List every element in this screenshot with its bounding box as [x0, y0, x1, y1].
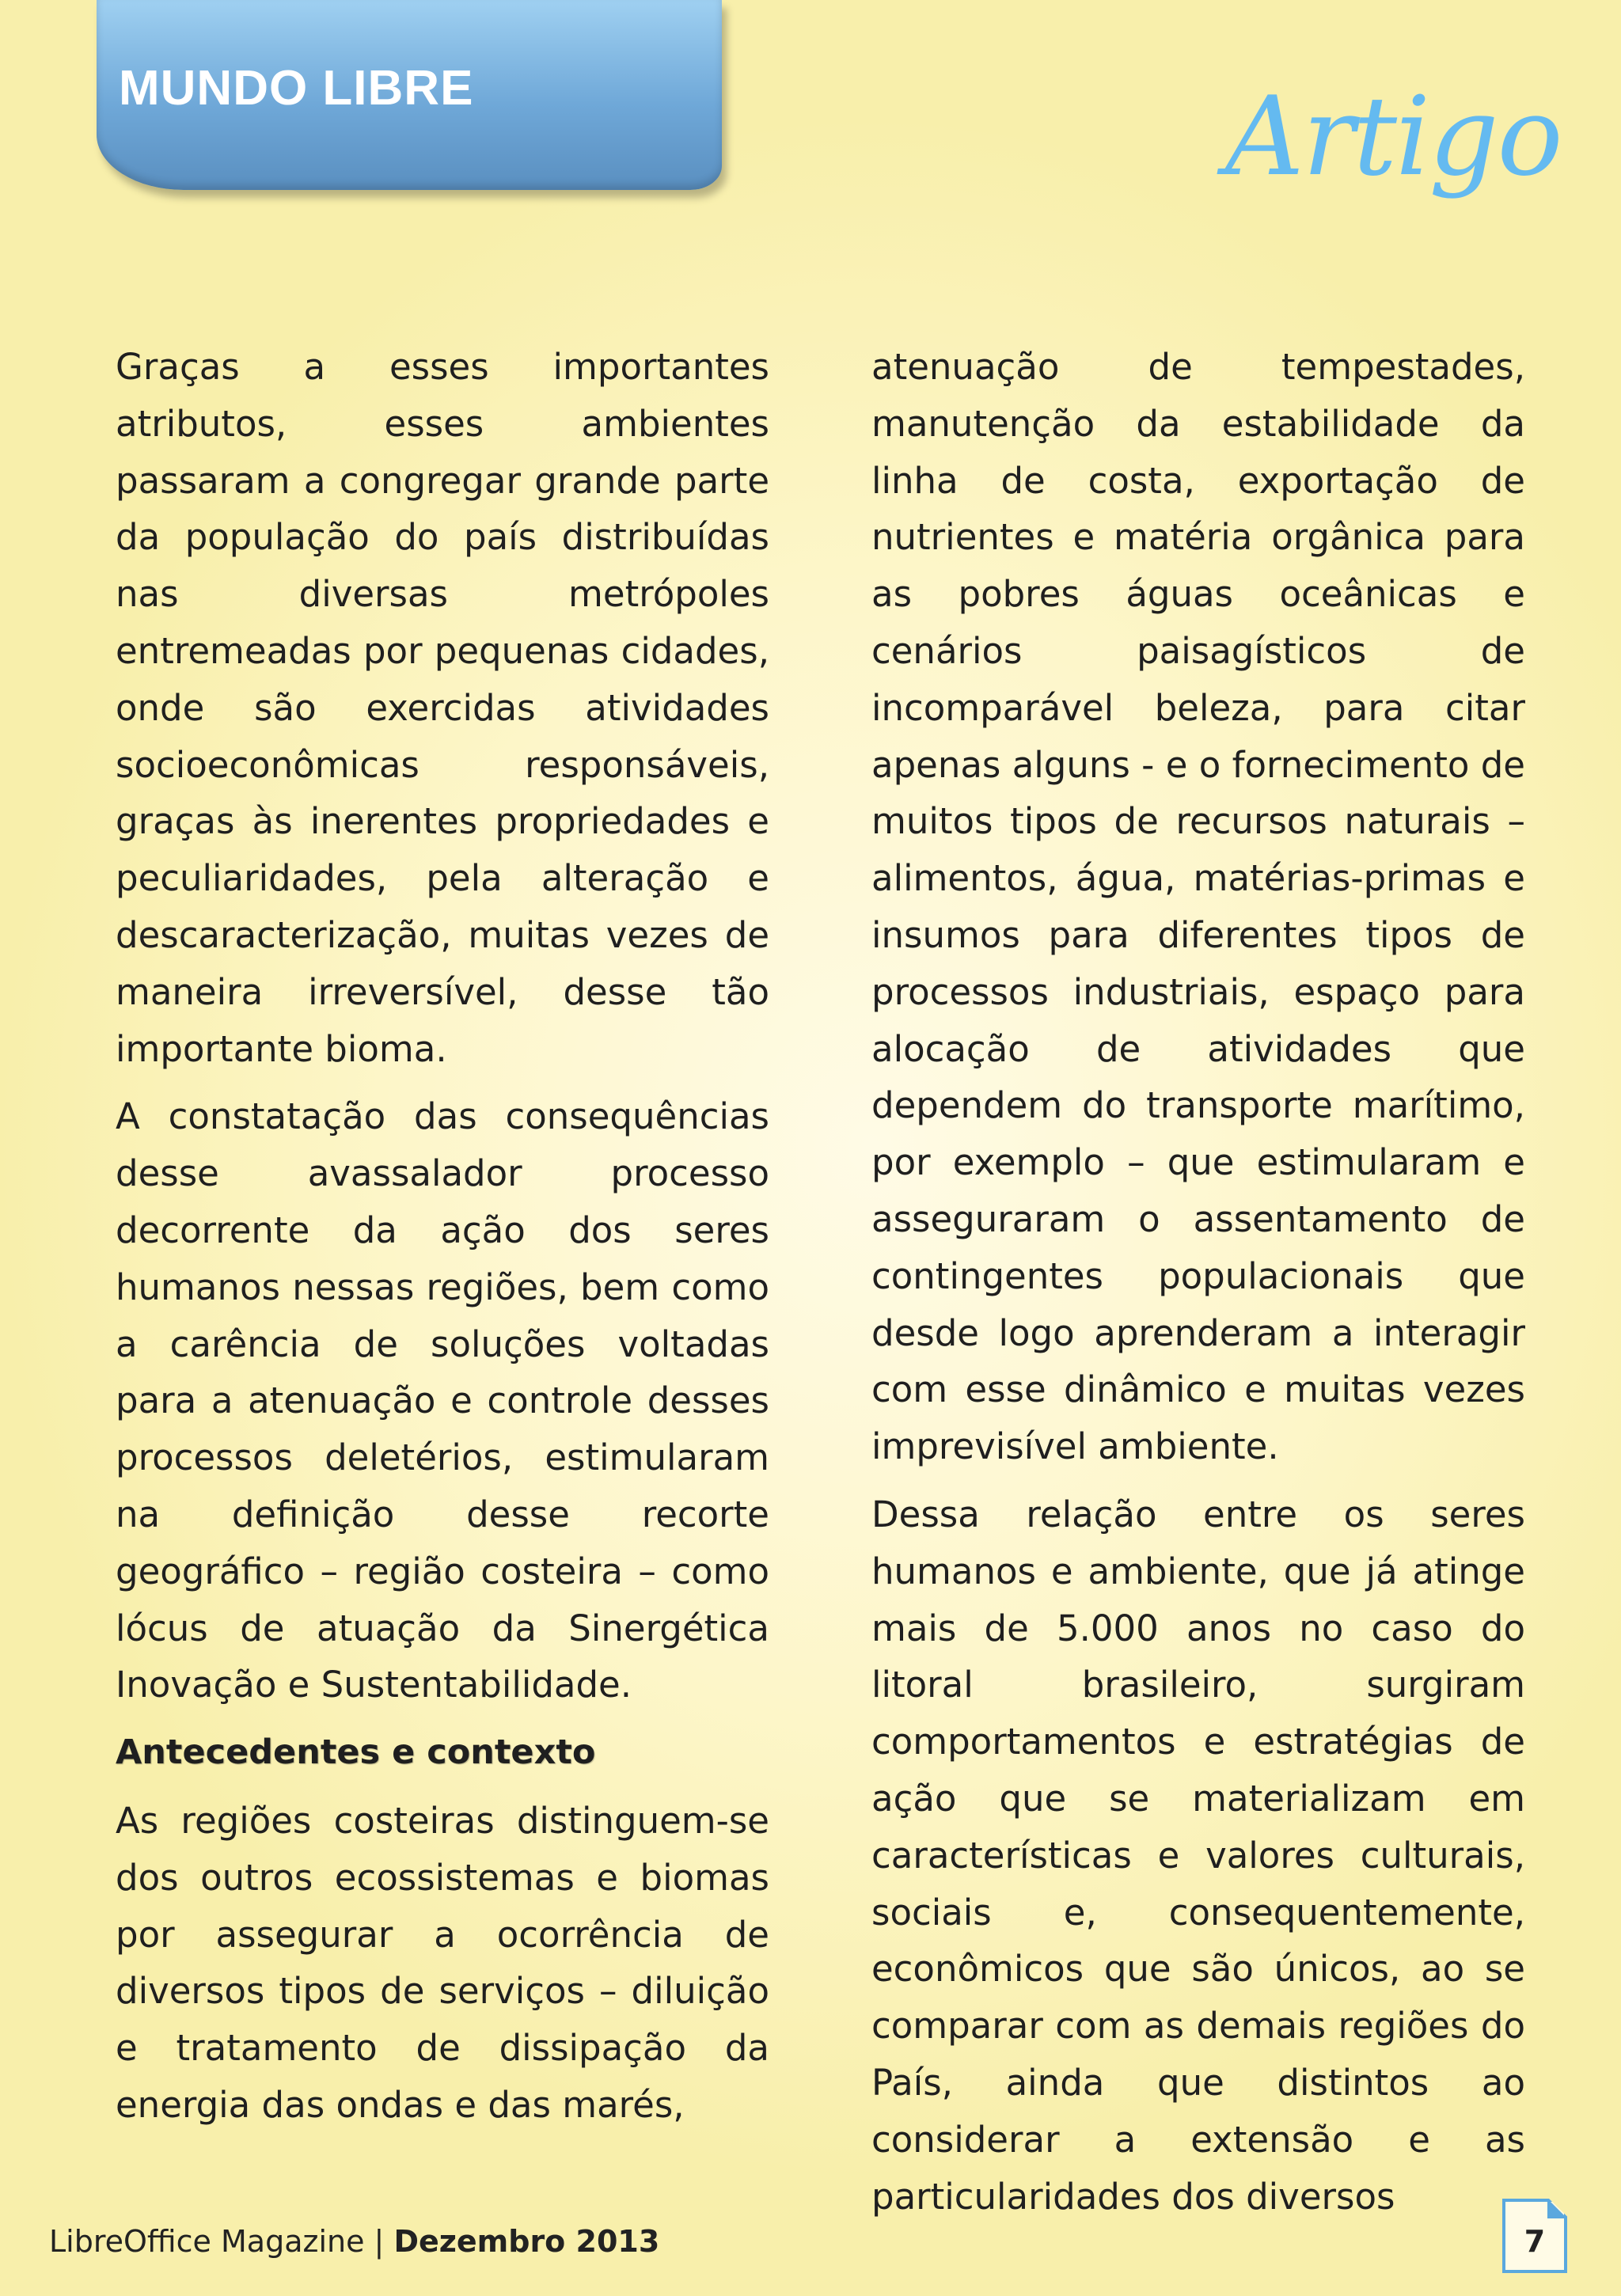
footer — [49, 2224, 659, 2259]
section-tab-title: MUNDO LIBRE — [119, 61, 474, 116]
section-heading: Antecedentes e contexto — [116, 1732, 596, 1773]
paragraph: atenuação de tempestades, manutenção da estabilidade da linha de costa, exportação de nutrientes e matéria orgânica para as pobres águas oceânicas e cenários paisagísticos de incomparável beleza, para citar apenas alguns - e o fornecimento de muitos tipos de recursos naturais – alimentos, água, matérias-primas e insumos para diferentes tipos de processos industriais, espaço para alocação de atividades que dependem do transporte marítimo, por exemplo – que estimularam e asseguraram o assentamento de contingentes populacionais que desde logo aprenderam a interagir com esse dinâmico e muitas vezes imprevisível ambiente. — [871, 346, 1525, 1468]
article-label: Artigo — [1225, 73, 1562, 200]
footer-separator: | — [364, 2224, 394, 2259]
paragraph: A constatação das consequências desse avassalador processo decorrente da ação dos seres humanos nessas regiões, bem como a carência de soluções voltadas para a atenuação e controle desses processos deletérios, estimularam na definição desse recorte geográfico – região costeira – como lócus de atuação da Sinergética Inovação e Sustentabilidade. — [116, 1095, 769, 1706]
left-column — [116, 339, 769, 2145]
publication-name: LibreOffice Magazine — [49, 2224, 365, 2259]
paragraph: Graças a esses importantes atributos, esses ambientes passaram a congregar grande parte da população do país distribuídas nas diversas metrópoles entremeadas por pequenas cidades, onde são exercidas atividades socioeconômicas responsáveis, graças às inerentes propriedades e peculiaridades, pela alteração e descaracterização, muitas vezes de maneira irreversível, desse tão importante bioma. — [116, 346, 769, 1070]
page-number: 7 — [1524, 2224, 1546, 2259]
right-column — [871, 339, 1525, 2236]
page-fold-icon — [1547, 2199, 1567, 2218]
issue-date: Dezembro 2013 — [393, 2224, 660, 2259]
paragraph: As regiões costeiras distinguem-se dos outros ecossistemas e biomas por assegurar a ocorrência de diversos tipos de serviços – diluição e tratamento de dissipação da energia das ondas e das marés, — [116, 1799, 769, 2126]
paragraph: Dessa relação entre os seres humanos e ambiente, que já atinge mais de 5.000 anos no caso do litoral brasileiro, surgiram comportamentos e estratégias de ação que se materializam em características e valores culturais, sociais e, consequentemente, econômicos que são únicos, ao se comparar com as demais regiões do País, ainda que distintos ao considerar a extensão e as particularidades dos diversos — [871, 1493, 1525, 2218]
